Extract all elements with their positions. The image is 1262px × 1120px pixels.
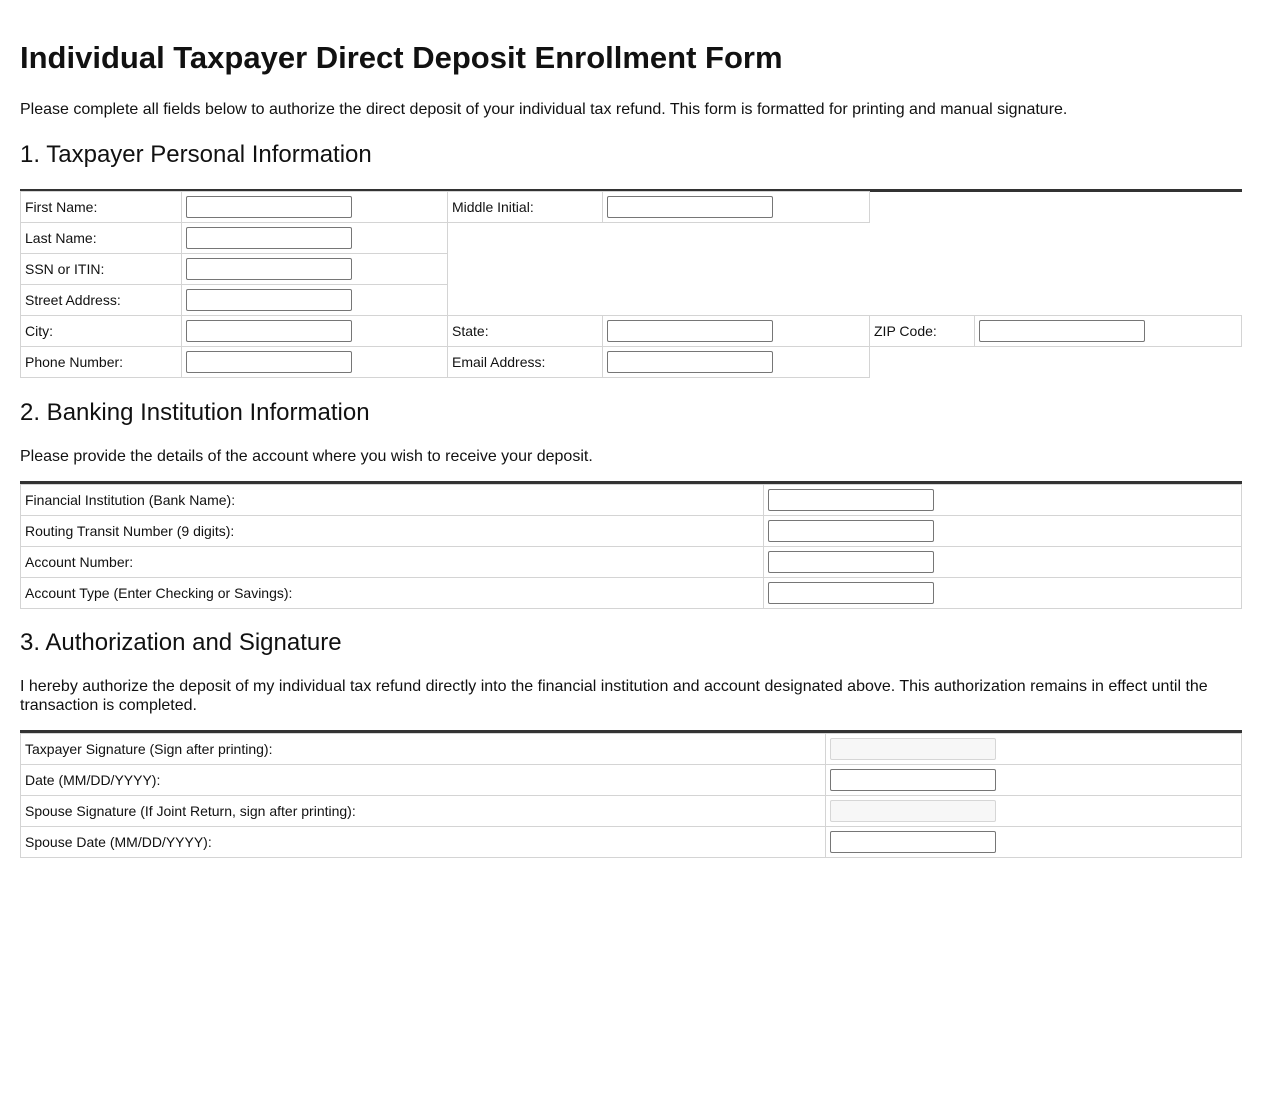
- date-label: Date (MM/DD/YYYY):: [20, 764, 826, 796]
- first-name-input[interactable]: [186, 196, 352, 218]
- middle-initial-label: Middle Initial:: [447, 191, 603, 223]
- spouse-signature-box: [830, 800, 996, 822]
- account-type-input[interactable]: [768, 582, 934, 604]
- street-address-label: Street Address:: [20, 284, 182, 316]
- spouse-date-label: Spouse Date (MM/DD/YYYY):: [20, 826, 826, 858]
- page-title: Individual Taxpayer Direct Deposit Enrollment Form: [20, 40, 783, 75]
- state-input[interactable]: [607, 320, 773, 342]
- city-cell: [181, 315, 448, 347]
- street-address-input[interactable]: [186, 289, 352, 311]
- spouse-signature-label: Spouse Signature (If Joint Return, sign after printing):: [20, 795, 826, 827]
- phone-number-input[interactable]: [186, 351, 352, 373]
- section-3-heading: 3. Authorization and Signature: [20, 629, 342, 656]
- routing-number-label: Routing Transit Number (9 digits):: [20, 515, 764, 547]
- email-address-input[interactable]: [607, 351, 773, 373]
- routing-number-input[interactable]: [768, 520, 934, 542]
- spouse-signature-cell: [825, 795, 1242, 827]
- phone-number-cell: [181, 346, 448, 378]
- state-cell: [602, 315, 870, 347]
- first-name-label: First Name:: [20, 191, 182, 223]
- state-label: State:: [447, 315, 603, 347]
- city-input[interactable]: [186, 320, 352, 342]
- ssn-input[interactable]: [186, 258, 352, 280]
- bank-name-cell: [763, 484, 1242, 516]
- phone-number-label: Phone Number:: [20, 346, 182, 378]
- routing-number-cell: [763, 515, 1242, 547]
- email-address-cell: [602, 346, 870, 378]
- account-number-label: Account Number:: [20, 546, 764, 578]
- city-label: City:: [20, 315, 182, 347]
- section-2-heading: 2. Banking Institution Information: [20, 399, 370, 426]
- ssn-cell: [181, 253, 448, 285]
- account-number-cell: [763, 546, 1242, 578]
- section-3-note: I hereby authorize the deposit of my individual tax refund directly into the financial institution and account designated above. This authorization remains in effect until the transaction is completed.: [20, 678, 1208, 714]
- first-name-cell: [181, 191, 448, 223]
- street-address-cell: [181, 284, 448, 316]
- middle-initial-input[interactable]: [607, 196, 773, 218]
- last-name-cell: [181, 222, 448, 254]
- spouse-date-input[interactable]: [830, 831, 996, 853]
- middle-initial-cell: [602, 191, 870, 223]
- email-address-label: Email Address:: [447, 346, 603, 378]
- date-cell: [825, 764, 1242, 796]
- account-type-cell: [763, 577, 1242, 609]
- last-name-input[interactable]: [186, 227, 352, 249]
- bank-name-label: Financial Institution (Bank Name):: [20, 484, 764, 516]
- section-1-heading: 1. Taxpayer Personal Information: [20, 141, 372, 168]
- section-2-note: Please provide the details of the account where you wish to receive your deposit.: [20, 448, 593, 465]
- taxpayer-signature-cell: [825, 733, 1242, 765]
- zip-code-label: ZIP Code:: [869, 315, 975, 347]
- spouse-date-cell: [825, 826, 1242, 858]
- taxpayer-signature-box: [830, 738, 996, 760]
- zip-code-input[interactable]: [979, 320, 1145, 342]
- account-type-label: Account Type (Enter Checking or Savings):: [20, 577, 764, 609]
- date-input[interactable]: [830, 769, 996, 791]
- bank-name-input[interactable]: [768, 489, 934, 511]
- taxpayer-signature-label: Taxpayer Signature (Sign after printing):: [20, 733, 826, 765]
- zip-code-cell: [974, 315, 1242, 347]
- ssn-label: SSN or ITIN:: [20, 253, 182, 285]
- last-name-label: Last Name:: [20, 222, 182, 254]
- account-number-input[interactable]: [768, 551, 934, 573]
- intro-text: Please complete all fields below to authorize the direct deposit of your individual tax refund. This form is formatted for printing and manual signature.: [20, 101, 1068, 118]
